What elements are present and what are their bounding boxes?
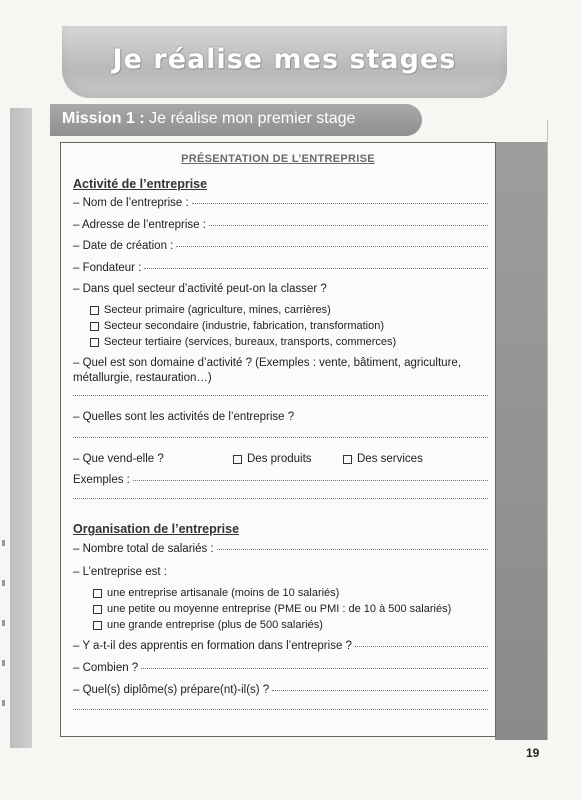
checkbox-secteur-primaire[interactable] bbox=[90, 304, 331, 316]
page-title: Je réalise mes stages bbox=[112, 44, 457, 75]
field-date-creation[interactable] bbox=[73, 240, 488, 252]
activity-section-title: Activité de l’entreprise bbox=[73, 177, 208, 191]
fill-line[interactable] bbox=[209, 224, 488, 226]
fill-line[interactable] bbox=[355, 645, 488, 647]
right-grey-panel bbox=[495, 142, 547, 740]
field-nom[interactable] bbox=[73, 197, 488, 209]
field-adresse[interactable] bbox=[73, 219, 488, 231]
checkbox-artisanale[interactable] bbox=[93, 587, 339, 599]
form-heading: PRÉSENTATION DE L’ENTREPRISE bbox=[181, 153, 375, 165]
fill-line[interactable] bbox=[141, 667, 488, 669]
mission-title bbox=[62, 110, 355, 128]
option-label: Des services bbox=[357, 453, 423, 465]
question-type bbox=[73, 566, 488, 578]
checkbox-icon[interactable] bbox=[93, 621, 102, 630]
field-fondateur[interactable] bbox=[73, 262, 488, 274]
question-domaine: – Quel est son domaine d’activité ? (Exemples : vente, bâtiment, agriculture, métallurgie, restauration…) bbox=[73, 357, 462, 384]
field-diplome[interactable] bbox=[73, 684, 488, 696]
edge-marks bbox=[2, 540, 5, 720]
checkbox-icon[interactable] bbox=[233, 455, 242, 464]
field-label: Exemples : bbox=[73, 474, 130, 486]
question-label: – L’entreprise est : bbox=[73, 566, 167, 578]
option-label: Des produits bbox=[247, 453, 312, 465]
field-label: – Date de création : bbox=[73, 240, 174, 252]
question-vend bbox=[73, 453, 164, 465]
fill-line[interactable] bbox=[73, 394, 488, 396]
fill-line[interactable] bbox=[176, 245, 488, 247]
checkbox-icon[interactable] bbox=[90, 306, 99, 315]
checkbox-pme[interactable] bbox=[93, 603, 451, 615]
field-label: – Adresse de l’entreprise : bbox=[73, 219, 206, 231]
fill-line[interactable] bbox=[73, 708, 488, 710]
fill-line[interactable] bbox=[217, 548, 488, 550]
checkbox-icon[interactable] bbox=[90, 338, 99, 347]
option-label: une petite ou moyenne entreprise (PME ou PMI : de 10 à 500 salariés) bbox=[107, 603, 452, 615]
checkbox-icon[interactable] bbox=[343, 455, 352, 464]
fill-line[interactable] bbox=[73, 497, 488, 499]
option-label: une entreprise artisanale (moins de 10 salariés) bbox=[107, 587, 340, 599]
field-label: – Y a-t-il des apprentis en formation dans l’entreprise ? bbox=[73, 640, 352, 652]
checkbox-secteur-secondaire[interactable] bbox=[90, 320, 384, 332]
field-label: – Nom de l’entreprise : bbox=[73, 197, 189, 209]
fill-line[interactable] bbox=[73, 436, 488, 438]
mission-name: Je réalise mon premier stage bbox=[144, 110, 356, 127]
mission-prefix: Mission 1 : bbox=[62, 110, 145, 127]
field-label: – Quel(s) diplôme(s) prépare(nt)-il(s) ? bbox=[73, 684, 270, 696]
checkbox-secteur-tertiaire[interactable] bbox=[90, 336, 396, 348]
field-label: – Nombre total de salariés : bbox=[73, 543, 214, 555]
field-combien[interactable] bbox=[73, 662, 488, 674]
field-label: – Combien ? bbox=[73, 662, 139, 674]
option-label: Secteur tertiaire (services, bureaux, transports, commerces) bbox=[104, 336, 397, 348]
field-apprentis[interactable] bbox=[73, 640, 488, 652]
field-salaries[interactable] bbox=[73, 543, 488, 555]
checkbox-grande[interactable] bbox=[93, 619, 323, 631]
checkbox-icon[interactable] bbox=[93, 589, 102, 598]
left-margin-bar bbox=[10, 108, 32, 748]
checkbox-icon[interactable] bbox=[90, 322, 99, 331]
page-number: 19 bbox=[526, 746, 540, 760]
question-secteur bbox=[73, 283, 488, 295]
question-label: – Dans quel secteur d’activité peut-on la classer ? bbox=[73, 283, 327, 295]
fill-line[interactable] bbox=[272, 689, 488, 691]
option-label: Secteur primaire (agriculture, mines, carrières) bbox=[104, 304, 331, 316]
question-label: – Que vend-elle ? bbox=[73, 453, 164, 465]
fill-line[interactable] bbox=[144, 267, 488, 269]
checkbox-services[interactable] bbox=[343, 453, 423, 465]
option-label: une grande entreprise (plus de 500 salariés) bbox=[107, 619, 323, 631]
question-label: – Quelles sont les activités de l’entreprise ? bbox=[73, 411, 295, 423]
fill-line[interactable] bbox=[192, 202, 488, 204]
fill-line[interactable] bbox=[133, 479, 488, 481]
option-label: Secteur secondaire (industrie, fabrication, transformation) bbox=[104, 320, 385, 332]
right-divider bbox=[547, 120, 548, 740]
checkbox-icon[interactable] bbox=[93, 605, 102, 614]
question-activites bbox=[73, 411, 488, 423]
checkbox-produits[interactable] bbox=[233, 453, 312, 465]
field-label: – Fondateur : bbox=[73, 262, 142, 274]
field-exemples[interactable] bbox=[73, 474, 488, 486]
organisation-section-title: Organisation de l’entreprise bbox=[73, 522, 240, 536]
